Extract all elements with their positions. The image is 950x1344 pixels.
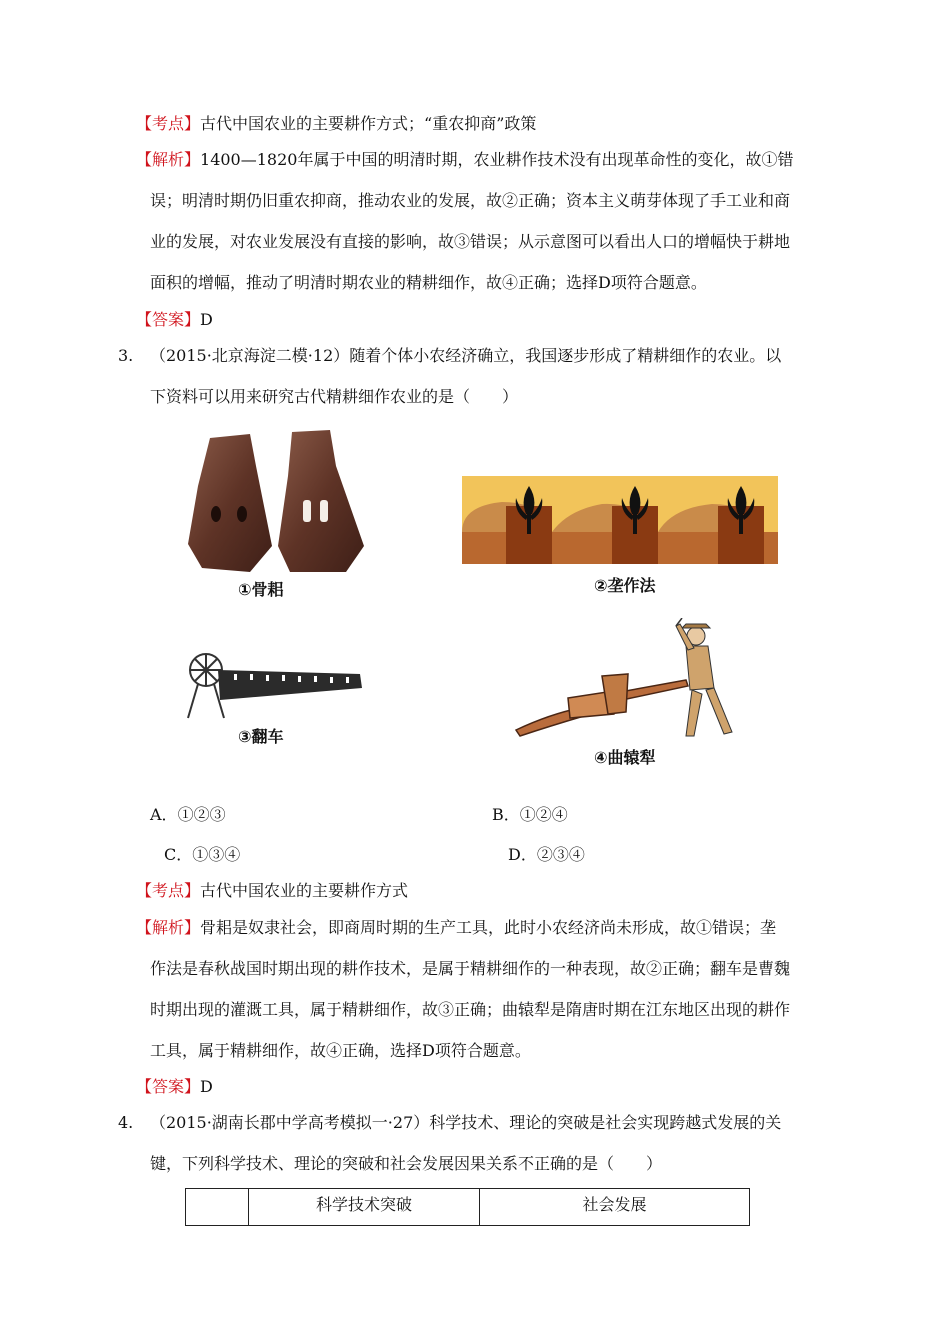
question-number: 4. bbox=[118, 1113, 134, 1132]
curved-plough-image bbox=[510, 618, 750, 742]
table-header-cell: 科学技术突破 bbox=[249, 1189, 480, 1226]
bone-spade-image bbox=[180, 426, 370, 576]
answer-table bbox=[185, 1188, 750, 1226]
kaodian-tag: 【考点】 bbox=[136, 881, 201, 900]
daan-line bbox=[136, 1077, 213, 1097]
jiexi-tag: 【解析】 bbox=[136, 150, 201, 169]
jiexi-line: 时期出现的灌溉工具，属于精耕细作，故③正确；曲辕犁是隋唐时期在江东地区出现的耕作 bbox=[150, 1000, 791, 1019]
option-text: ②③④ bbox=[536, 845, 585, 864]
jiexi-text: 骨耜是奴隶社会，即商周时期的生产工具，此时小农经济尚未形成，故①错误；垄 bbox=[200, 918, 777, 937]
daan-text: D bbox=[200, 310, 213, 329]
question-stem: 键，下列科学技术、理论的突破和社会发展因果关系不正确的是（ ） bbox=[150, 1154, 663, 1173]
figure-caption: ②垄作法 bbox=[594, 576, 656, 595]
figure-caption: ①骨耜 bbox=[238, 580, 284, 599]
option-letter: D． bbox=[508, 845, 537, 864]
jiexi-line: 业的发展，对农业发展没有直接的影响，故③错误；从示意图可以看出人口的增幅快于耕地 bbox=[150, 232, 791, 251]
option-d[interactable] bbox=[508, 845, 585, 865]
option-text: ①③④ bbox=[192, 845, 241, 864]
kaodian-line bbox=[136, 881, 408, 901]
ridge-cultivation-image bbox=[462, 476, 778, 564]
option-b[interactable] bbox=[492, 805, 568, 825]
option-a[interactable] bbox=[150, 805, 226, 825]
jiexi-line: 工具，属于精耕细作，故④正确，选择D项符合题意。 bbox=[150, 1041, 531, 1060]
jiexi-tag: 【解析】 bbox=[136, 918, 201, 937]
chain-pump-image bbox=[184, 648, 364, 720]
jiexi-line bbox=[136, 150, 793, 170]
option-letter: B． bbox=[492, 805, 520, 824]
daan-text: D bbox=[200, 1077, 213, 1096]
option-letter: C． bbox=[164, 845, 193, 864]
jiexi-line: 作法是春秋战国时期出现的耕作技术，是属于精耕细作的一种表现，故②正确；翻车是曹魏 bbox=[150, 959, 791, 978]
question-stem: 下资料可以用来研究古代精耕细作农业的是（ ） bbox=[150, 387, 519, 406]
option-c[interactable] bbox=[164, 845, 240, 865]
option-text: ①②③ bbox=[177, 805, 226, 824]
daan-tag: 【答案】 bbox=[136, 310, 201, 329]
option-text: ①②④ bbox=[519, 805, 568, 824]
kaodian-text: 古代中国农业的主要耕作方式 bbox=[200, 881, 409, 900]
question-number: 3. bbox=[118, 346, 134, 365]
jiexi-line bbox=[136, 918, 776, 938]
question-stem: （2015·湖南长郡中学高考模拟一·27）科学技术、理论的突破是社会实现跨越式发展的关 bbox=[150, 1113, 782, 1132]
daan-tag: 【答案】 bbox=[136, 1077, 201, 1096]
table-header-cell: 社会发展 bbox=[480, 1189, 750, 1226]
question-stem: （2015·北京海淀二模·12）随着个体小农经济确立，我国逐步形成了精耕细作的农业。以 bbox=[150, 346, 782, 365]
option-letter: A． bbox=[150, 805, 178, 824]
jiexi-line: 误；明清时期仍旧重农抑商，推动农业的发展，故②正确；资本主义萌芽体现了手工业和商 bbox=[150, 191, 791, 210]
kaodian-text: 古代中国农业的主要耕作方式；“重农抑商”政策 bbox=[200, 114, 537, 133]
figure-caption: ④曲辕犁 bbox=[594, 748, 656, 767]
jiexi-text: 1400—1820年属于中国的明清时期，农业耕作技术没有出现革命性的变化，故①错 bbox=[200, 150, 794, 169]
daan-line bbox=[136, 310, 213, 330]
kaodian-line bbox=[136, 114, 536, 134]
table-header-cell bbox=[186, 1189, 249, 1226]
jiexi-line: 面积的增幅，推动了明清时期农业的精耕细作，故④正确；选择D项符合题意。 bbox=[150, 273, 707, 292]
table-header-row bbox=[186, 1189, 750, 1226]
figure-caption: ③翻车 bbox=[238, 727, 284, 746]
kaodian-tag: 【考点】 bbox=[136, 114, 201, 133]
